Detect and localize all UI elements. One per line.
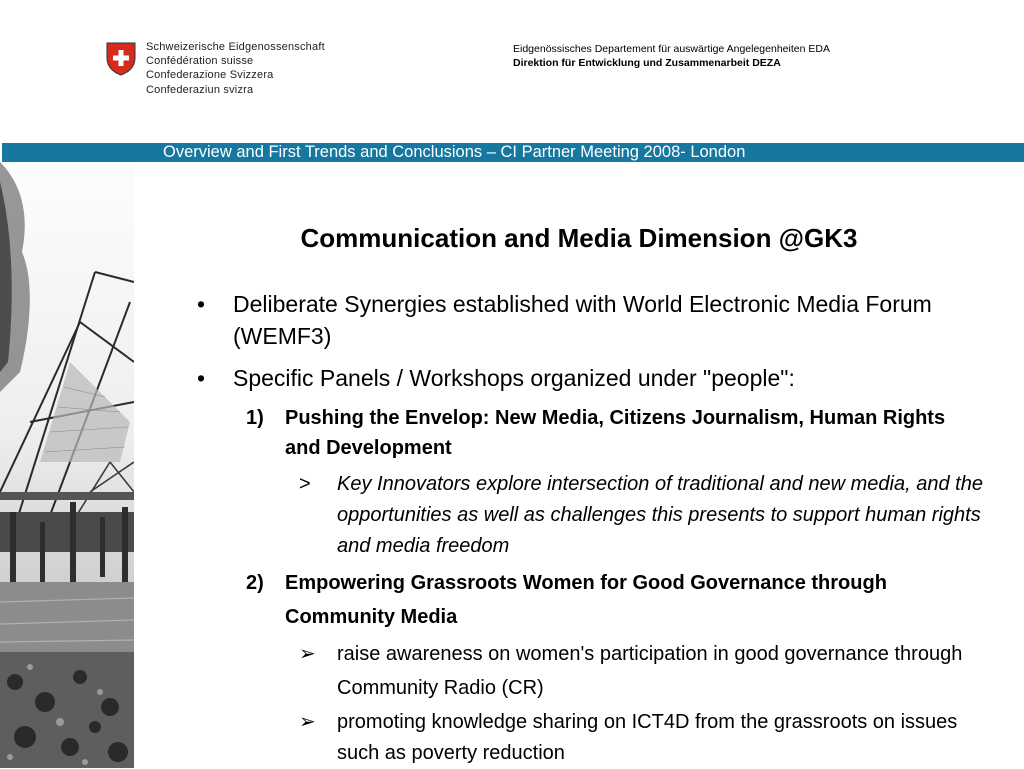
- numbered-item: [246, 403, 985, 463]
- directorate-name: Direktion für Entwicklung und Zusammenarbeit DEZA: [513, 57, 781, 69]
- bullet-marker: •: [197, 291, 206, 317]
- bullet-item: [197, 288, 993, 352]
- sub-item: [299, 469, 1007, 562]
- sub-item: [299, 637, 977, 705]
- swiss-coat-of-arms-logo: [106, 42, 136, 76]
- sub-item: [299, 707, 977, 769]
- numbered-item-title: Pushing the Envelop: New Media, Citizens Journalism, Human Rights and Development: [285, 407, 946, 459]
- department-name: Eidgenössisches Departement für auswärtige Angelegenheiten EDA: [513, 43, 830, 55]
- sub-item-text: promoting knowledge sharing on ICT4D from the grassroots on issues such as poverty reduction: [337, 711, 958, 764]
- arrow-bullet-icon: ➢: [299, 711, 316, 733]
- bullet-marker: •: [197, 365, 206, 391]
- federation-name-fr: Confédération suisse: [146, 55, 254, 68]
- title-bar-text: Overview and First Trends and Conclusions – CI Partner Meeting 2008- London: [163, 143, 746, 161]
- federation-name-de: Schweizerische Eidgenossenschaft: [146, 41, 325, 53]
- federation-name-rm: Confederaziun svizra: [146, 83, 254, 96]
- numbered-item: [246, 566, 985, 634]
- sub-item-text: raise awareness on women's participation in good governance through Community Radio (CR): [337, 643, 963, 699]
- sub-item-text: Key Innovators explore intersection of traditional and new media, and the opportunities as well as challenges this presents to support human rights and media freedom: [337, 473, 983, 557]
- federation-names: [146, 40, 325, 97]
- slide-heading: Communication and Media Dimension @GK3: [300, 223, 858, 253]
- arrow-bullet-icon: ➢: [299, 643, 316, 665]
- fishing-nets-photo: [0, 162, 134, 768]
- number-marker: 1): [246, 407, 264, 429]
- bullet-item: [197, 362, 993, 394]
- bullet-text: Deliberate Synergies established with World Electronic Media Forum (WEMF3): [233, 291, 932, 349]
- numbered-item-title: Empowering Grassroots Women for Good Governance through Community Media: [285, 572, 887, 628]
- chevron-right-icon: >: [299, 473, 311, 495]
- department-block: [513, 42, 830, 70]
- bullet-text: Specific Panels / Workshops organized under "people":: [233, 365, 795, 391]
- number-marker: 2): [246, 572, 264, 594]
- federation-name-it: Confederazione Svizzera: [146, 69, 274, 82]
